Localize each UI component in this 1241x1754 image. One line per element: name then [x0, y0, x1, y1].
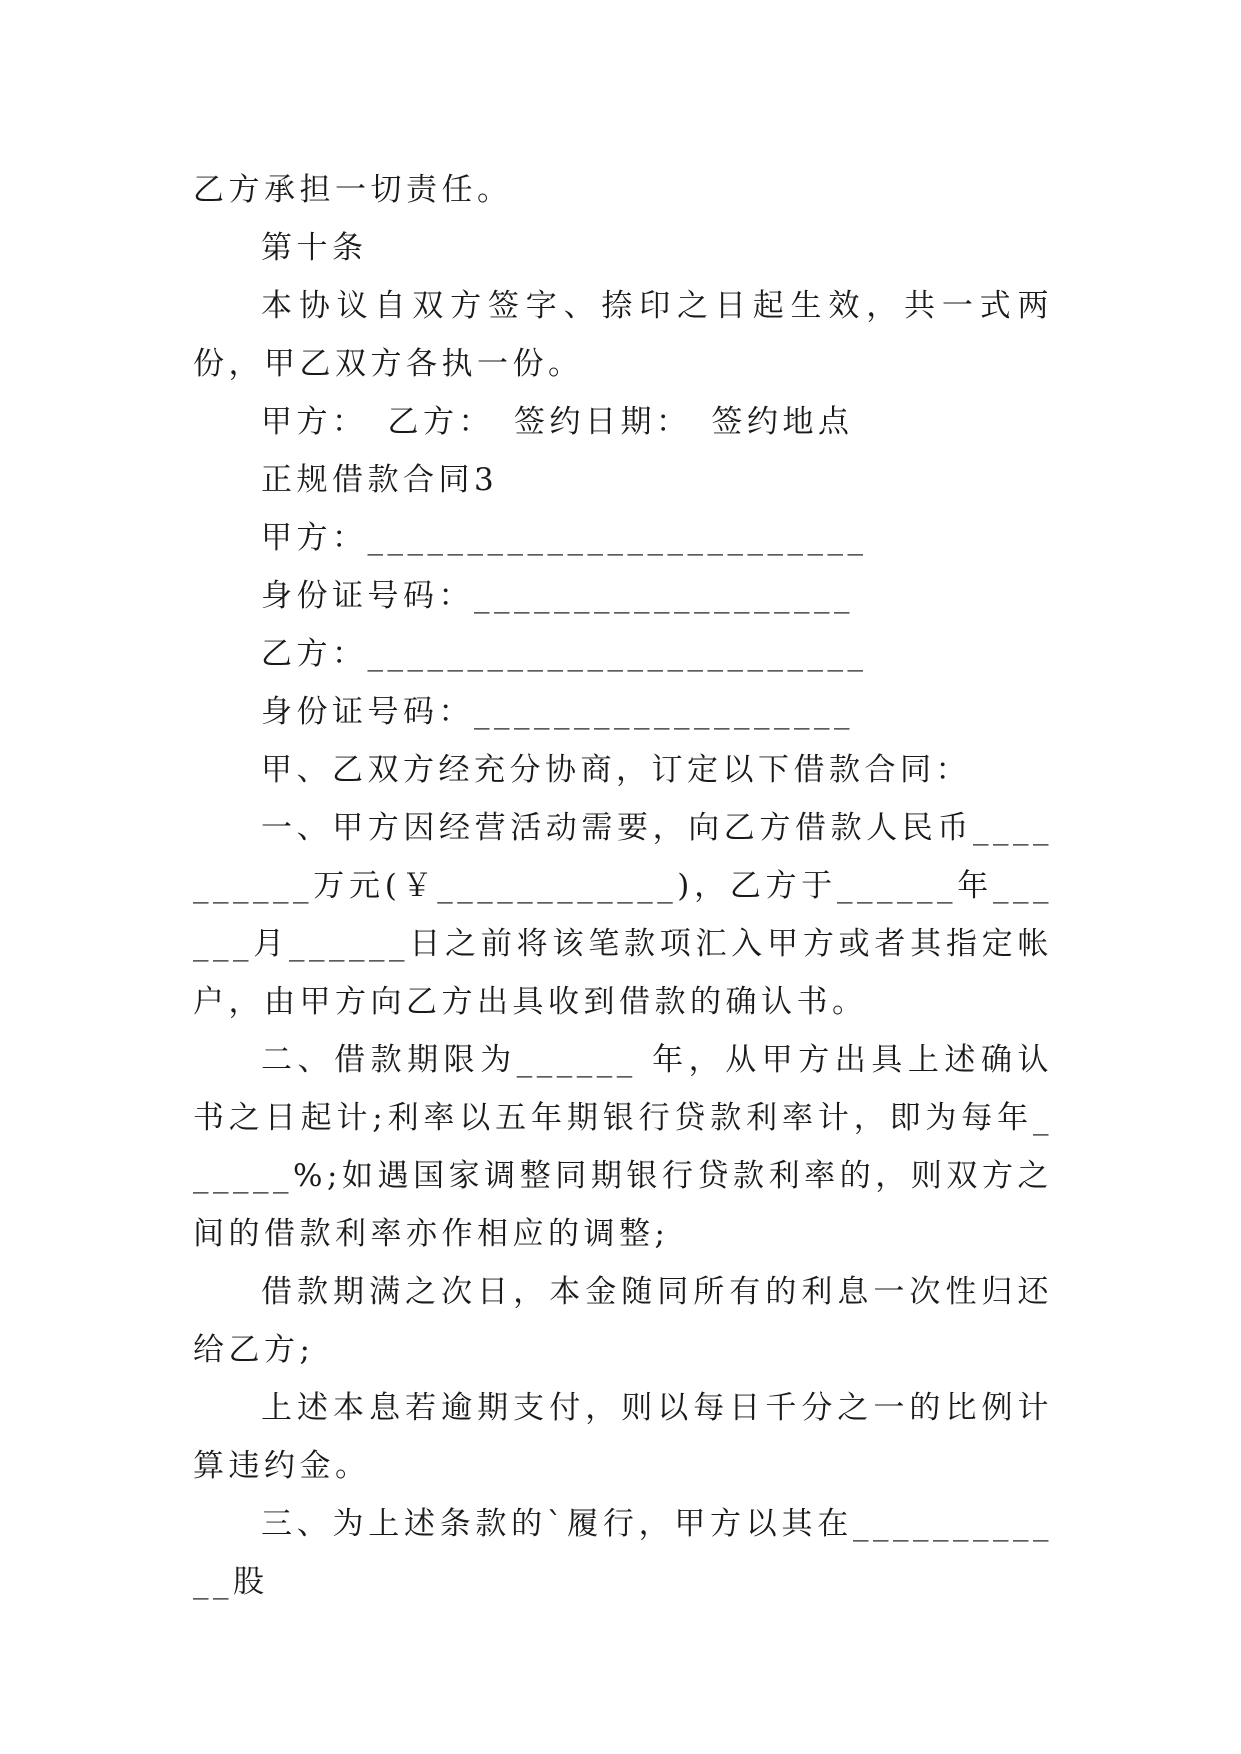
paragraph-clause-two: 二、借款期限为______ 年，从甲方出具上述确认书之日起计;利率以五年期银行贷款利率计，即为每年______%;如遇国家调整同期银行贷款利率的，则双方之间的借款利率亦作相应的调整;: [193, 1042, 1053, 1252]
paragraph-signature-line: 甲方： 乙方： 签约日期： 签约地点: [261, 404, 854, 440]
party-a-id-line: 身份证号码：___________________: [261, 578, 854, 614]
paragraph-responsibility: 乙方承担一切责任。: [193, 172, 513, 208]
paragraph-repayment: 借款期满之次日，本金随同所有的利息一次性归还给乙方;: [193, 1274, 1053, 1368]
paragraph-penalty: 上述本息若逾期支付，则以每日千分之一的比例计算违约金。: [193, 1390, 1053, 1484]
paragraph-effective-clause: 本协议自双方签字、捺印之日起生效，共一式两份，甲乙双方各执一份。: [193, 288, 1053, 382]
paragraph-article-ten: 第十条: [261, 230, 368, 266]
paragraph-agreement-intro: 甲、乙双方经充分协商，订定以下借款合同：: [261, 752, 971, 788]
document-body: [193, 161, 1053, 1611]
paragraph-clause-three: 三、为上述条款的`履行，甲方以其在____________股: [193, 1506, 1053, 1600]
party-b-line: 乙方：_________________________: [261, 636, 868, 672]
contract-title: 正规借款合同3: [261, 462, 499, 498]
party-b-id-line: 身份证号码：___________________: [261, 694, 854, 730]
paragraph-clause-one: 一、甲方因经营活动需要，向乙方借款人民币__________万元(￥____________)，乙方于______年______月______日之前将该笔款项汇入甲方或者其指定帐户，由甲方向乙方出具收到借款的确认书。: [193, 810, 1053, 1020]
party-a-line: 甲方：_________________________: [261, 520, 868, 556]
